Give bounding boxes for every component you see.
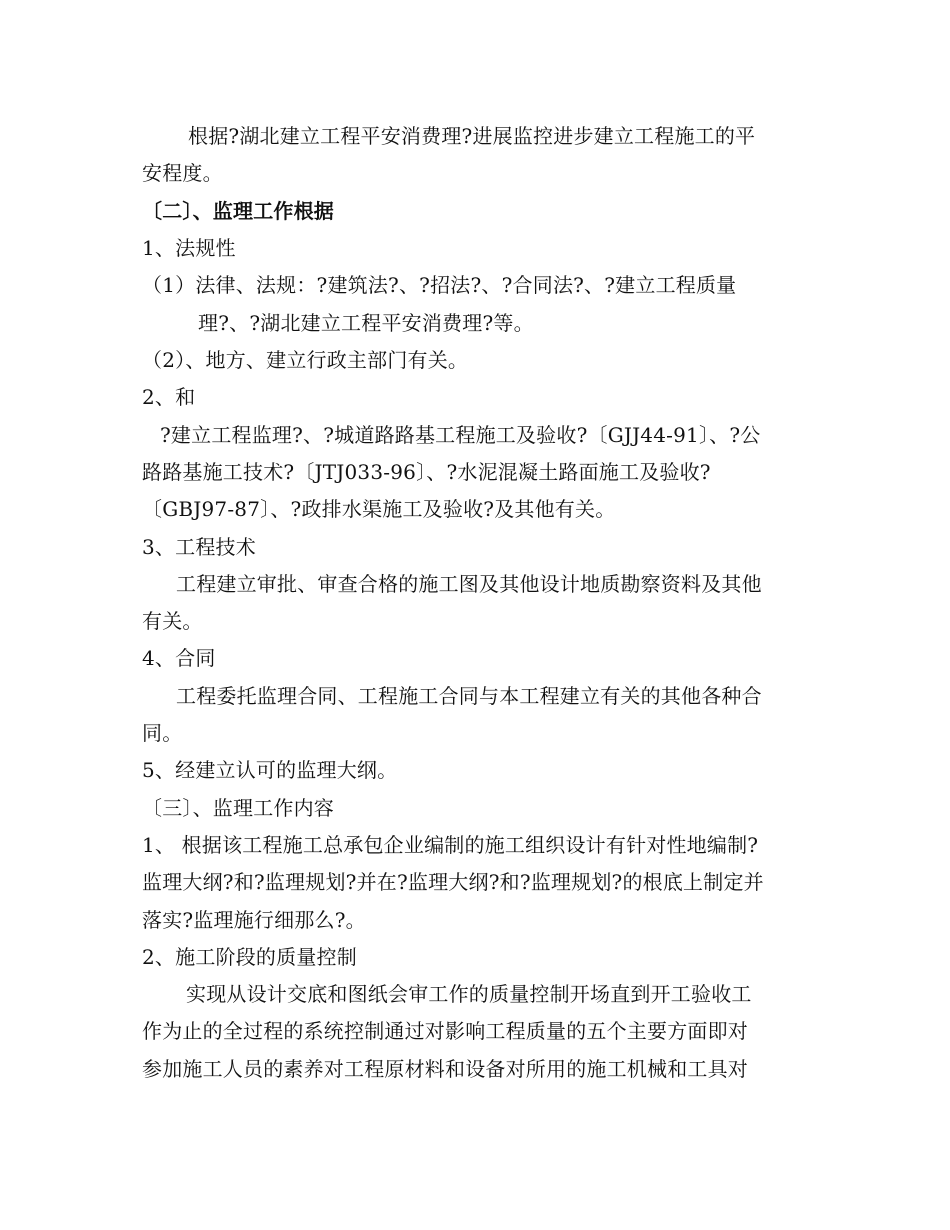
text-line-24: 实现从设计交底和图纸会审工作的质量控制开场直到开工验收工: [186, 982, 752, 1006]
list-item-4: 4、合同: [142, 646, 216, 670]
text-line-21: 监理大纲?和?监理规划?并在?监理大纲?和?监理规划?的根底上制定并: [142, 870, 764, 894]
text-line-6: 理?、?湖北建立工程平安消费理?等。: [198, 311, 534, 335]
text-line-16: 工程委托监理合同、工程施工合同与本工程建立有关的其他各种合: [176, 684, 762, 708]
section-heading-2: 〔二〕、监理工作根据: [142, 199, 334, 223]
list-item-1: 1、法规性: [142, 236, 236, 260]
text-line-9: ?建立工程监理?、?城道路路基工程施工及验收?〔GJJ44-91〕、?公: [160, 423, 761, 447]
text-line-11: 〔GBJ97-87〕、?政排水渠施工及验收?及其他有关。: [142, 497, 616, 521]
text-line-1: 根据?湖北建立工程平安消费理?进展监控进步建立工程施工的平: [188, 124, 756, 148]
text-line-26: 参加施工人员的素养对工程原材料和设备对所用的施工机械和工具对: [142, 1057, 748, 1081]
text-line-10: 路路基施工技术?〔JTJ033-96〕、?水泥混凝土路面施工及验收?: [142, 460, 711, 484]
text-line-22: 落实?监理施行细那么?。: [142, 908, 366, 932]
section-heading-3: 〔三〕、监理工作内容: [142, 796, 334, 820]
text-line-20: 1、 根据该工程施工总承包企业编制的施工组织设计有针对性地编制?: [142, 833, 759, 857]
list-item-6: 2、施工阶段的质量控制: [142, 945, 357, 969]
text-line-2: 安程度。: [142, 161, 223, 185]
list-item-5: 5、经建立认可的监理大纲。: [142, 758, 398, 782]
list-item-3: 3、工程技术: [142, 535, 256, 559]
text-line-5: （1）法律、法规：?建筑法?、?招法?、?合同法?、?建立工程质量: [142, 273, 737, 297]
text-line-7: （2）、地方、建立行政主部门有关。: [142, 348, 469, 372]
text-line-17: 同。: [142, 721, 183, 745]
list-item-2: 2、和: [142, 385, 196, 409]
text-line-13: 工程建立审批、审查合格的施工图及其他设计地质勘察资料及其他: [176, 572, 762, 596]
text-line-14: 有关。: [142, 609, 203, 633]
text-line-25: 作为止的全过程的系统控制通过对影响工程质量的五个主要方面即对: [142, 1019, 748, 1043]
